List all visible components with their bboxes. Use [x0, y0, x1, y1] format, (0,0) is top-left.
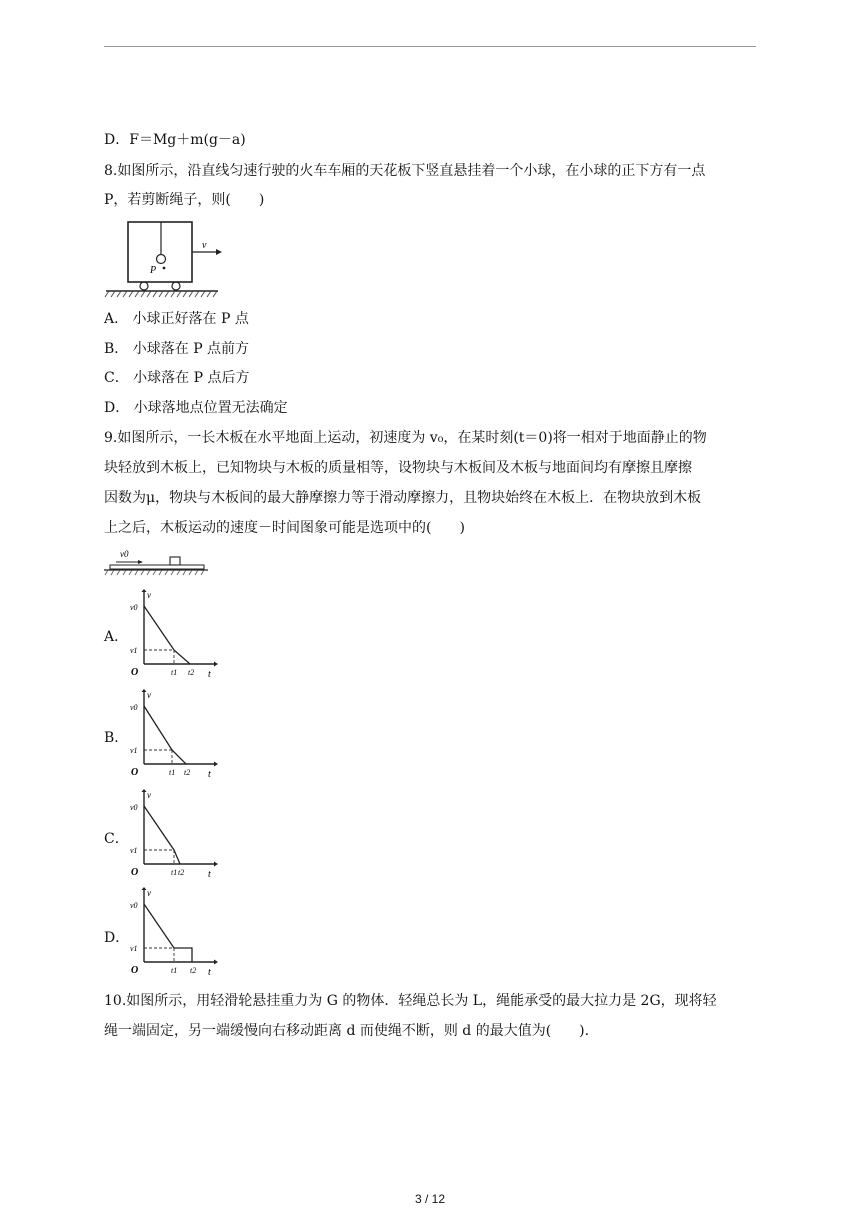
q8-option-b: B． 小球落在 P 点前方	[104, 341, 250, 357]
t2-tick-label: t2	[184, 768, 191, 777]
t1-tick-label: t1	[171, 668, 178, 677]
q7-option-d: D．F＝Mg＋m(g－a)	[104, 132, 246, 148]
page-number: 3 / 12	[414, 1192, 446, 1206]
q10-stem-line1: 10.如图所示，用轻滑轮悬挂重力为 G 的物体．轻绳总长为 L，绳能承受的最大拉力是 2G，现将轻	[104, 993, 717, 1009]
t-axis-arrow	[214, 662, 218, 667]
v-axis-label: v	[147, 690, 151, 700]
v-axis-label: v	[147, 888, 151, 898]
v-axis-arrow	[142, 589, 147, 592]
t2-tick-label: t2	[178, 868, 185, 877]
origin-label: O	[131, 867, 139, 878]
v-axis-arrow	[142, 689, 147, 692]
t2-tick-label: t2	[190, 966, 197, 975]
velocity-line	[144, 806, 180, 864]
q9-board-figure	[104, 548, 208, 576]
origin-label: O	[131, 965, 139, 976]
q8-fig-p-label: P	[150, 265, 157, 276]
origin-label: O	[131, 767, 139, 778]
q9-graph-d	[128, 886, 220, 980]
q9-stem-line3: 因数为μ，物块与木板间的最大静摩擦力等于滑动摩擦力，且物块始终在木板上．在物块放到木板	[104, 490, 702, 506]
q9-stem-line1: 9.如图所示，一长木板在水平地面上运动，初速度为 v₀，在某时刻(t＝0)将一相对于地面静止的物	[104, 430, 707, 446]
v0-tick-label: v0	[130, 703, 138, 712]
q8-fig-v-label: v	[202, 240, 207, 251]
t1-tick-label: t1	[169, 768, 176, 777]
t-axis-label: t	[208, 669, 211, 680]
q10-stem-line2: 绳一端固定，另一端缓慢向右移动距离 d 而使绳不断，则 d 的最大值为( ).	[104, 1023, 590, 1039]
velocity-line	[144, 904, 192, 962]
q9-option-b-label: B．	[104, 730, 129, 746]
q9-graph-a	[128, 588, 220, 682]
t-axis-arrow	[214, 762, 218, 767]
v0-tick-label: v0	[130, 603, 138, 612]
v-axis-arrow	[142, 887, 147, 890]
q9-graph-c	[128, 788, 220, 882]
t2-tick-label: t2	[188, 668, 195, 677]
q8-option-c: C． 小球落在 P 点后方	[104, 370, 250, 386]
v1-tick-label: v1	[130, 944, 138, 953]
q8-stem-line1: 8.如图所示，沿直线匀速行驶的火车车厢的天花板下竖直悬挂着一个小球，在小球的正下方有一点	[104, 163, 706, 179]
q9-stem-line4: 上之后，木板运动的速度－时间图象可能是选项中的( )	[104, 520, 465, 536]
velocity-line	[144, 606, 190, 664]
velocity-line	[144, 706, 186, 764]
v1-tick-label: v1	[130, 846, 138, 855]
q8-stem-line2: P，若剪断绳子，则( )	[104, 192, 265, 208]
q8-option-d: D． 小球落地点位置无法确定	[104, 400, 288, 416]
q9-option-c-label: C．	[104, 831, 129, 847]
v-axis-label: v	[147, 790, 151, 800]
v-axis-arrow	[142, 789, 147, 792]
t1-tick-label: t1	[171, 966, 178, 975]
q9-graph-b	[128, 688, 220, 782]
q9-option-a-label: A．	[104, 629, 129, 645]
q8-train-figure	[104, 220, 229, 300]
q9-fig-v0-label: v0	[120, 549, 129, 559]
t-axis-label: t	[208, 869, 211, 880]
t1-tick-label: t1	[171, 868, 178, 877]
t-axis-label: t	[208, 769, 211, 780]
q9-stem-line2: 块轻放到木板上，已知物块与木板的质量相等，设物块与木板间及木板与地面间均有摩擦且摩擦	[104, 460, 692, 476]
v1-tick-label: v1	[130, 646, 138, 655]
v1-tick-label: v1	[130, 746, 138, 755]
header-rule	[104, 46, 756, 47]
q9-option-d-label: D．	[104, 930, 130, 946]
t-axis-label: t	[208, 967, 211, 978]
q8-option-a: A． 小球正好落在 P 点	[104, 311, 249, 327]
v0-tick-label: v0	[130, 901, 138, 910]
t-axis-arrow	[214, 862, 218, 867]
v-axis-label: v	[147, 590, 151, 600]
v0-tick-label: v0	[130, 803, 138, 812]
origin-label: O	[131, 667, 139, 678]
t-axis-arrow	[214, 960, 218, 965]
